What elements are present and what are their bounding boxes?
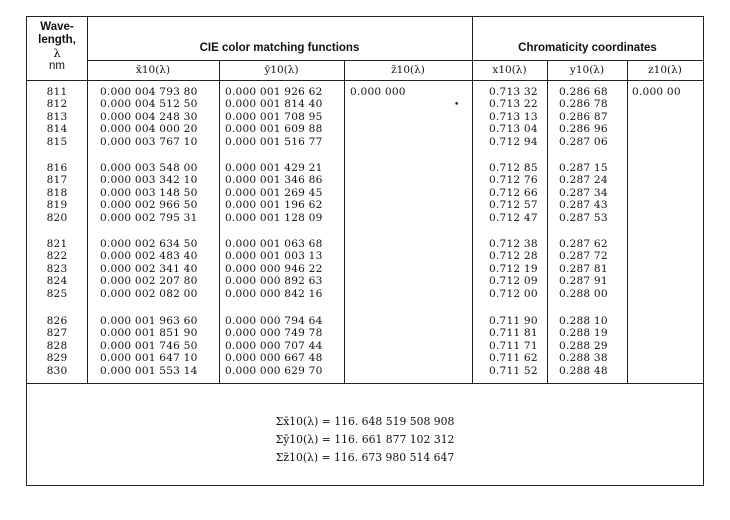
x10-cell: 0.000 001 647 10: [100, 352, 198, 365]
wavelength-cell: 816: [46, 162, 68, 174]
x10-cell: 0.000 001 553 14: [100, 364, 198, 377]
x10-cell: 0.000 002 483 40: [100, 250, 198, 263]
cy10-cell: 0.286 78: [559, 98, 608, 111]
x10-cell: 0.000 002 795 31: [100, 211, 198, 224]
wavelength-cell: 824: [46, 275, 68, 288]
cx10-cell: 0.712 57: [489, 199, 538, 212]
cy10-cell: 0.287 34: [559, 186, 608, 199]
y10-cell: 0.000 000 629 70: [225, 364, 323, 377]
x10-cell: 0.000 002 207 80: [100, 275, 198, 288]
wavelength-cell: 828: [46, 339, 68, 352]
cy10-cell: 0.287 91: [559, 275, 608, 288]
col-divider: [547, 60, 548, 383]
wavelength-cell: 823: [46, 262, 68, 275]
sum-label: Σx̄10(λ): [275, 415, 319, 428]
wavelength-cell: 820: [46, 211, 68, 224]
wavelength-cell: 815: [46, 135, 68, 148]
sum-line: [27, 433, 703, 447]
cx10-cell: 0.713 22: [489, 98, 538, 111]
wavelength-cell: 829: [46, 352, 68, 365]
x10-cell: 0.000 003 767 10: [100, 135, 198, 148]
cy10-cell: 0.287 24: [559, 174, 608, 187]
cx10-cell: 0.712 28: [489, 250, 538, 263]
body-rule: [27, 383, 703, 384]
y10-cell: 0.000 000 892 63: [225, 275, 323, 288]
sum-value: = 116. 661 877 102 312: [321, 433, 455, 446]
x10-cell: 0.000 002 966 50: [100, 199, 198, 212]
cy10-cell: 0.287 15: [559, 162, 608, 174]
cx10-cell: 0.712 19: [489, 262, 538, 275]
cx10-cell: 0.711 71: [489, 339, 538, 352]
y10-cell: 0.000 001 516 77: [225, 135, 323, 148]
x10-cell: 0.000 002 082 00: [100, 287, 198, 300]
wavelength-cell: 814: [46, 123, 68, 136]
y10-cell: 0.000 000 794 64: [225, 315, 323, 327]
cmf-title: CIE color matching functions: [199, 42, 360, 54]
cx10-cell: 0.713 13: [489, 110, 538, 123]
wavelength-cell: 826: [46, 315, 68, 327]
x10-cell: 0.000 002 634 50: [100, 238, 198, 250]
y10-cell: 0.000 001 609 88: [225, 123, 323, 136]
header-rule: [27, 80, 703, 81]
y10-cell: 0.000 001 269 45: [225, 186, 323, 199]
cz10-cell: 0.000 00: [632, 86, 681, 98]
cy10-cell: 0.286 68: [559, 86, 608, 98]
wavelength-cell: 811: [46, 86, 68, 98]
cx10-cell: 0.712 47: [489, 211, 538, 224]
cy10-cell: 0.288 48: [559, 364, 608, 377]
wavelength-cell: 827: [46, 327, 68, 340]
cy10-cell: 0.288 38: [559, 352, 608, 365]
cx10-cell: 0.712 94: [489, 135, 538, 148]
sum-label: Σz̄10(λ): [275, 451, 319, 464]
header-line: length,: [38, 34, 76, 46]
cx10-cell: 0.711 62: [489, 352, 538, 365]
col-cx10-header: x10(λ): [492, 64, 527, 76]
stray-mark: •: [454, 100, 460, 110]
wavelength-cell: 813: [46, 110, 68, 123]
cx10-cell: 0.713 04: [489, 123, 538, 136]
cx10-cell: 0.711 81: [489, 327, 538, 340]
y10-cell: 0.000 001 814 40: [225, 98, 323, 111]
y10-cell: 0.000 001 128 09: [225, 211, 323, 224]
cy10-cell: 0.287 06: [559, 135, 608, 148]
y10-cell: 0.000 000 842 16: [225, 287, 323, 300]
y10-cell: 0.000 001 003 13: [225, 250, 323, 263]
cy10-cell: 0.287 53: [559, 211, 608, 224]
col-divider: [344, 60, 345, 383]
x10-cell: 0.000 001 851 90: [100, 327, 198, 340]
cy10-cell: 0.286 87: [559, 110, 608, 123]
cx10-cell: 0.711 90: [489, 315, 538, 327]
wavelength-cell: 812: [46, 98, 68, 111]
x10-cell: 0.000 001 963 60: [100, 315, 198, 327]
x10-cell: 0.000 004 512 50: [100, 98, 198, 111]
y10-cell: 0.000 001 063 68: [225, 238, 323, 250]
wavelength-cell: 817: [46, 174, 68, 187]
col-y10-header: ȳ10(λ): [264, 64, 299, 76]
col-x10-header: x̄10(λ): [135, 64, 171, 76]
cy10-cell: 0.287 43: [559, 199, 608, 212]
y10-cell: 0.000 001 346 86: [225, 174, 323, 187]
cx10-cell: 0.713 32: [489, 86, 538, 98]
cx10-cell: 0.712 76: [489, 174, 538, 187]
sum-line: [27, 451, 703, 465]
cx10-cell: 0.711 52: [489, 364, 538, 377]
sum-line: [27, 415, 703, 429]
cx10-cell: 0.712 38: [489, 238, 538, 250]
cy10-cell: 0.288 19: [559, 327, 608, 340]
wavelength-cell: 821: [46, 238, 68, 250]
y10-cell: 0.000 001 196 62: [225, 199, 323, 212]
cy10-cell: 0.288 29: [559, 339, 608, 352]
data-table: [26, 16, 704, 486]
cy10-cell: 0.286 96: [559, 123, 608, 136]
y10-cell: 0.000 000 667 48: [225, 352, 323, 365]
x10-cell: 0.000 001 746 50: [100, 339, 198, 352]
cx10-cell: 0.712 00: [489, 287, 538, 300]
wavelength-header: [27, 21, 87, 73]
sum-value: = 116. 648 519 508 908: [321, 415, 455, 428]
cx10-cell: 0.712 09: [489, 275, 538, 288]
x10-cell: 0.000 003 548 00: [100, 162, 198, 174]
cy10-cell: 0.287 81: [559, 262, 608, 275]
x10-cell: 0.000 003 342 10: [100, 174, 198, 187]
header-rule: [87, 60, 703, 61]
y10-cell: 0.000 001 926 62: [225, 86, 323, 98]
y10-cell: 0.000 000 749 78: [225, 327, 323, 340]
wavelength-cell: 825: [46, 287, 68, 300]
col-divider: [219, 60, 220, 383]
wavelength-cell: 830: [46, 364, 68, 377]
header-line: Wave-: [40, 21, 74, 33]
chroma-title: Chromaticity coordinates: [518, 42, 657, 54]
header-line: nm: [49, 60, 65, 72]
y10-cell: 0.000 000 946 22: [225, 262, 323, 275]
y10-cell: 0.000 000 707 44: [225, 339, 323, 352]
x10-cell: 0.000 004 000 20: [100, 123, 198, 136]
cx10-cell: 0.712 85: [489, 162, 538, 174]
sum-value: = 116. 673 980 514 647: [321, 451, 455, 464]
z10-cell: 0.000 000: [350, 86, 406, 98]
wavelength-cell: 822: [46, 250, 68, 263]
y10-cell: 0.000 001 429 21: [225, 162, 323, 174]
x10-cell: 0.000 002 341 40: [100, 262, 198, 275]
x10-cell: 0.000 003 148 50: [100, 186, 198, 199]
header-line: λ: [53, 46, 61, 60]
col-divider: [627, 60, 628, 383]
x10-cell: 0.000 004 793 80: [100, 86, 198, 98]
cx10-cell: 0.712 66: [489, 186, 538, 199]
col-cy10-header: y10(λ): [569, 64, 605, 76]
wavelength-cell: 818: [46, 186, 68, 199]
col-z10-header: z̄10(λ): [391, 64, 425, 76]
cy10-cell: 0.288 10: [559, 315, 608, 327]
sum-label: Σȳ10(λ): [275, 433, 319, 446]
col-cz10-header: z10(λ): [648, 64, 682, 76]
wavelength-cell: 819: [46, 199, 68, 212]
cy10-cell: 0.287 72: [559, 250, 608, 263]
cy10-cell: 0.287 62: [559, 238, 608, 250]
y10-cell: 0.000 001 708 95: [225, 110, 323, 123]
cy10-cell: 0.288 00: [559, 287, 608, 300]
x10-cell: 0.000 004 248 30: [100, 110, 198, 123]
